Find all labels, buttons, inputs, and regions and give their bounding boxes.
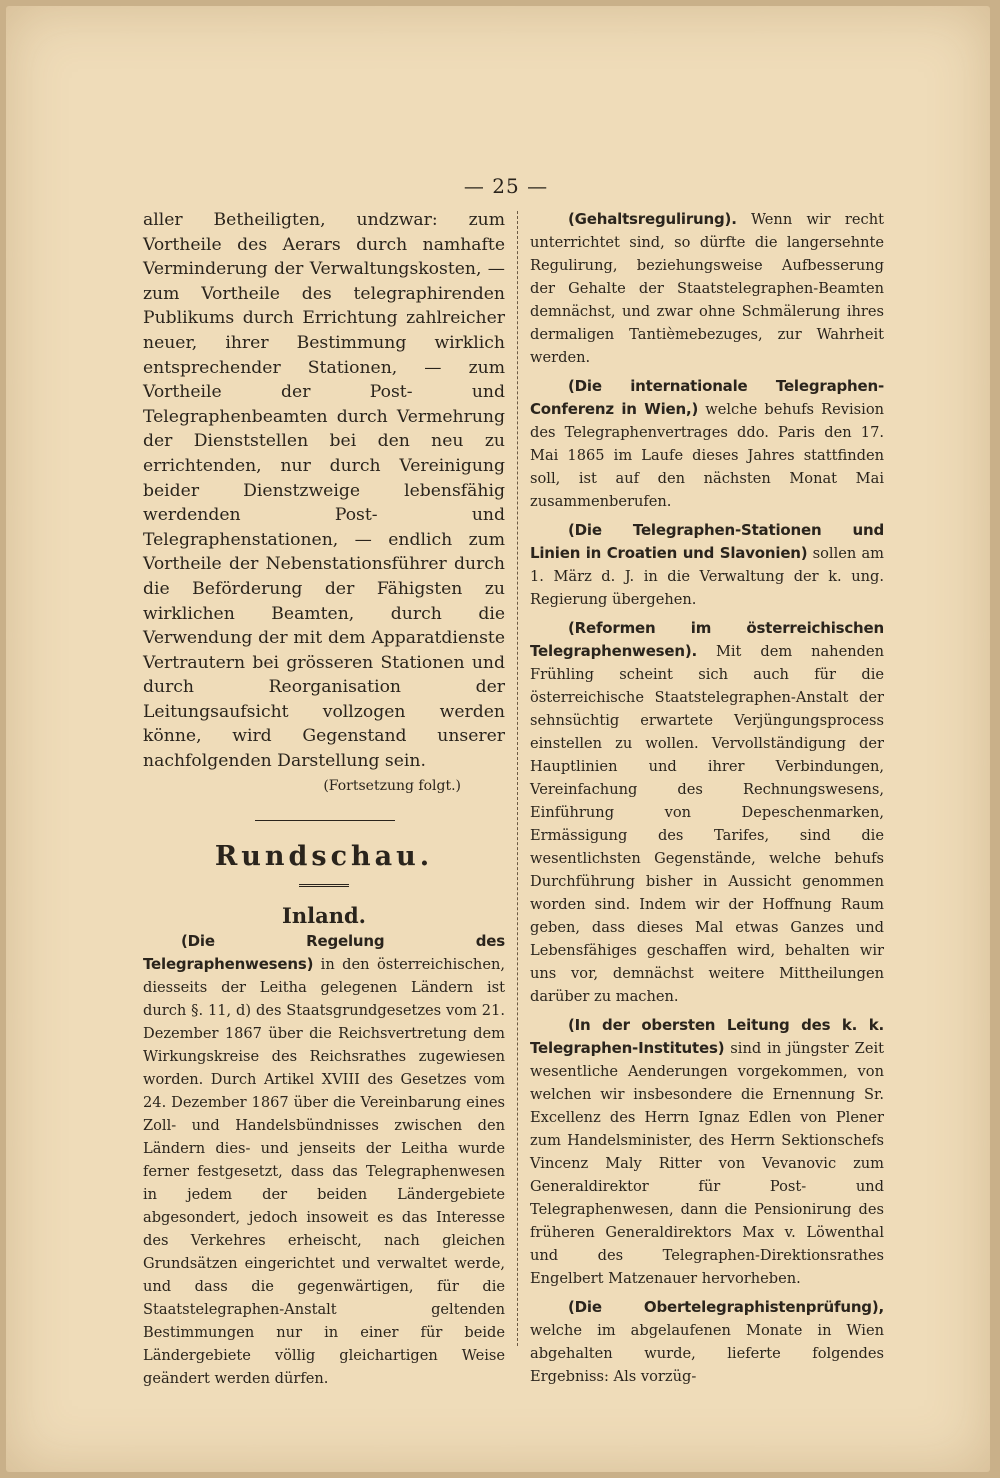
news-item-heading: (In der obersten Leitung des k. k. Telegraphen-Institutes) xyxy=(530,1016,884,1057)
continued-paragraph: aller Betheiligten, undzwar: zum Vortheile des Aerars durch namhafte Verminderung der Verwaltungskosten, — zum Vortheile des telegraphirenden Publikums durch Errichtung zahlreicher neuer, ihrer Bestimmung wirklich entsprechender Stationen, — zum Vortheile der Post- und Telegraphenbeamten durch Vermehrung der Dienststellen bei den neu zu errichtenden, nur durch Vereinigung beider Dienstzweige lebensfähig werdenden Post- und Telegraphenstationen, — endlich zum Vortheile der Nebenstationsführer durch die Beförderung der Fähigsten zu wirklichen Beamten, durch die Verwendung der mit dem Apparatdienste Vertrautern bei grösseren Stationen und durch Reorganisation der Leitungsaufsicht vollzogen werden könne, wird Gegenstand unserer nachfolgenden Darstellung sein. xyxy=(143,210,505,772)
news-item xyxy=(530,1014,884,1290)
news-item xyxy=(530,519,884,611)
news-item-heading: (Gehaltsregulirung). xyxy=(568,210,737,228)
right-column xyxy=(530,208,884,1388)
news-item-body: welche im abgelaufenen Monate in Wien abgehalten wurde, lieferte folgendes Ergebniss: Als vorzüg- xyxy=(530,1322,884,1385)
section-double-rule xyxy=(299,884,349,887)
news-item-body: sind in jüngster Zeit wesentliche Aenderungen vorgekommen, von welchen wir insbesondere die Ernennung Sr. Excellenz des Herrn Ignaz Edlen von Plener zum Handelsminister, des Herrn Sektionschefs Vincenz Maly Ritter von Vevanovic zum Generaldirektor für Post- und Telegraphenwesen, dann die Pensionirung des früheren Generaldirektors Max v. Löwenthal und des Telegraphen-Direktionsrathes Engelbert Matzenauer hervorheben. xyxy=(530,1040,884,1287)
newspaper-page xyxy=(6,6,990,1472)
news-item xyxy=(530,1296,884,1388)
news-item-heading: (Die Regelung des Telegraphenwesens) xyxy=(143,931,505,973)
news-item-heading: (Die internationale Telegraphen-Conferenz in Wien,) xyxy=(530,377,884,418)
news-item xyxy=(143,930,505,1390)
left-column xyxy=(143,208,505,1390)
news-item-body: in den österreichischen, diesseits der Leitha gelegenen Ländern ist durch §. 11, d) des Staatsgrundgesetzes vom 21. Dezember 1867 über die Reichsvertretung dem Wirkungskreise des Reichsrathes zugewiesen worden. Durch Artikel XVIII des Gesetzes vom 24. Dezember 1867 über die Vereinbarung eines Zoll- und Handelsbündnisses zwischen den Ländern dies- und jenseits der Leitha wurde ferner festgesetzt, dass das Telegraphenwesen in jedem der beiden Ländergebiete abgesondert, jedoch insoweit es das Interesse des Verkehres erheischt, nach gleichen Grundsätzen eingerichtet und verwaltet werde, und dass die gegenwärtigen, für die Staatstelegraphen-Anstalt geltenden Bestimmungen nur in einer für beide Ländergebiete völlig gleichartigen Weise geändert werden dürfen. xyxy=(143,955,505,1387)
article-end-rule xyxy=(255,820,395,821)
news-item-body: Mit dem nahenden Frühling scheint sich auch für die österreichische Staatstelegraphen-Anstalt der sehnsüchtig erwartete Verjüngungsprocess einstellen zu wollen. Vervollständigung der Hauptlinien und ihrer Verbindungen, Vereinfachung des Rechnungswesens, Einführung von Depeschenmarken, Ermässigung des Tarifes, sind die wesentlichsten Gegenstände, welche behufs Durchführung bisher in Aussicht genommen worden sind. Indem wir der Hoffnung Raum geben, dass dieses Mal etwas Ganzes und Lebensfähiges geschaffen wird, behalten wir uns vor, demnächst weitere Mittheilungen darüber zu machen. xyxy=(530,643,884,1005)
news-item xyxy=(530,208,884,369)
page-number: — 25 — xyxy=(463,174,549,198)
news-item-body: sollen am 1. März d. J. in die Verwaltung der k. ung. Regierung übergehen. xyxy=(530,545,884,608)
news-item-body: Wenn wir recht unterrichtet sind, so dürfte die langersehnte Regulirung, beziehungsweise Aufbesserung der Gehalte der Staatstelegraphen-Beamten demnächst, und zwar ohne Schmälerung ihres dermaligen Tantièmebezuges, zur Wahrheit werden. xyxy=(530,211,884,366)
section-title: Rundschau. xyxy=(214,840,434,872)
news-item-heading: (Reformen im österreichischen Telegraphenwesen). xyxy=(530,619,884,660)
news-item-heading: (Die Telegraphen-Stationen und Linien in Croatien und Slavonien) xyxy=(530,521,884,562)
news-item-body: welche behufs Revision des Telegraphenvertrages ddo. Paris den 17. Mai 1865 im Laufe dieses Jahres stattfinden soll, ist auf den nächsten Monat Mai zusammenberufen. xyxy=(530,401,885,510)
subsection-title: Inland. xyxy=(282,902,366,928)
column-divider xyxy=(517,211,518,1346)
news-item xyxy=(530,617,884,1008)
news-item-heading: (Die Obertelegraphistenprüfung), xyxy=(568,1298,884,1316)
news-item xyxy=(530,375,884,513)
continuation-note: (Fortsetzung folgt.) xyxy=(323,777,461,794)
